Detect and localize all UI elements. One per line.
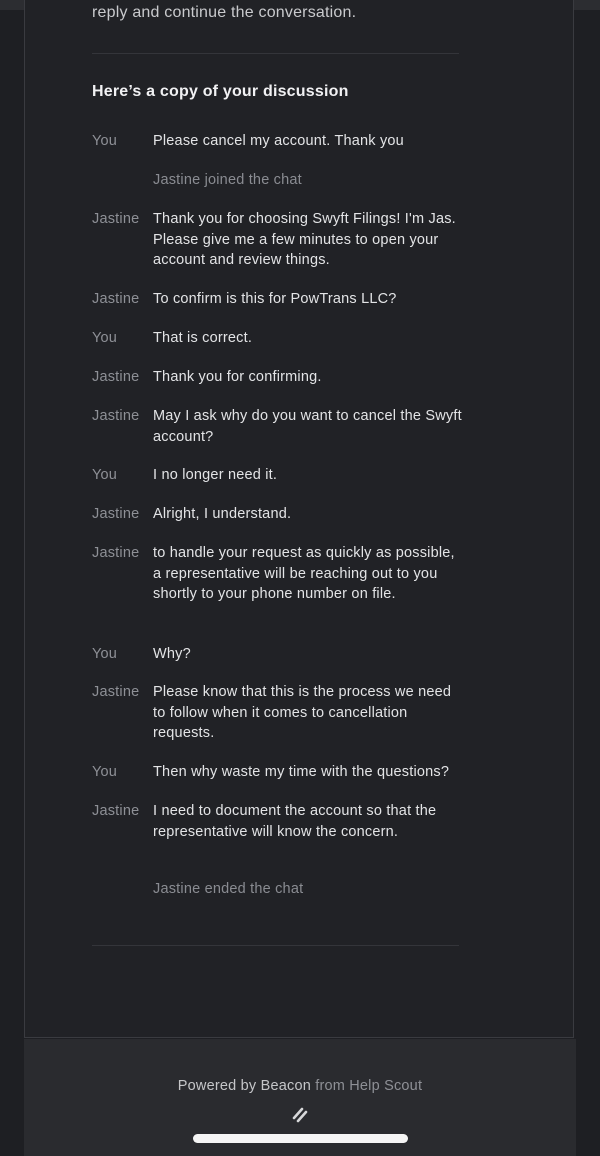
message-text: Alright, I understand.	[153, 506, 292, 522]
message-sender: Jastine	[92, 369, 140, 385]
message-sender: You	[92, 467, 118, 483]
message-text: Please cancel my account. Thank you	[153, 133, 404, 149]
discussion-heading: Here’s a copy of your discussion	[92, 83, 349, 100]
message-sender: You	[92, 133, 118, 149]
message-sender: Jastine	[92, 291, 140, 307]
powered-by-beacon-link[interactable]: Powered by Beacon	[177, 1078, 311, 1094]
message-sender: Jastine	[92, 506, 140, 522]
message-sender: Jastine	[92, 803, 140, 819]
message-text: Thank you for confirming.	[153, 369, 322, 385]
message-text: Thank you for choosing Swyft Filings! I'm Jas. Please give me a few minutes to open your account and review things.	[153, 211, 456, 268]
message-sender: You	[92, 646, 118, 662]
message-text: Then why waste my time with the questions?	[153, 764, 450, 780]
message-sender: You	[92, 764, 118, 780]
powered-by-line	[24, 1078, 576, 1094]
message-text: May I ask why do you want to cancel the Swyft account?	[153, 408, 462, 445]
message-text: That is correct.	[153, 330, 253, 346]
message-text: I need to document the account so that the representative will know the concern.	[153, 803, 437, 840]
chat-event-text: Jastine joined the chat	[153, 172, 302, 188]
home-indicator[interactable]	[193, 1134, 408, 1143]
message-text: Why?	[153, 646, 191, 662]
divider-top	[92, 53, 459, 54]
from-help-scout-text: from Help Scout	[315, 1078, 423, 1094]
intro-text: reply and continue the conversation.	[92, 4, 357, 21]
divider-bottom	[92, 945, 459, 946]
chat-event-text: Jastine ended the chat	[153, 881, 304, 897]
message-text: Please know that this is the process we need to follow when it comes to cancellation requests.	[153, 684, 452, 741]
message-sender: Jastine	[92, 684, 140, 700]
message-sender: Jastine	[92, 408, 140, 424]
message-text: to handle your request as quickly as possible, a representative will be reaching out to you shortly to your phone number on file.	[153, 545, 455, 602]
message-sender: Jastine	[92, 545, 140, 561]
help-scout-logo-icon[interactable]	[292, 1107, 308, 1123]
message-text: I no longer need it.	[153, 467, 278, 483]
message-sender: You	[92, 330, 118, 346]
message-text: To confirm is this for PowTrans LLC?	[153, 291, 397, 307]
message-sender: Jastine	[92, 211, 140, 227]
